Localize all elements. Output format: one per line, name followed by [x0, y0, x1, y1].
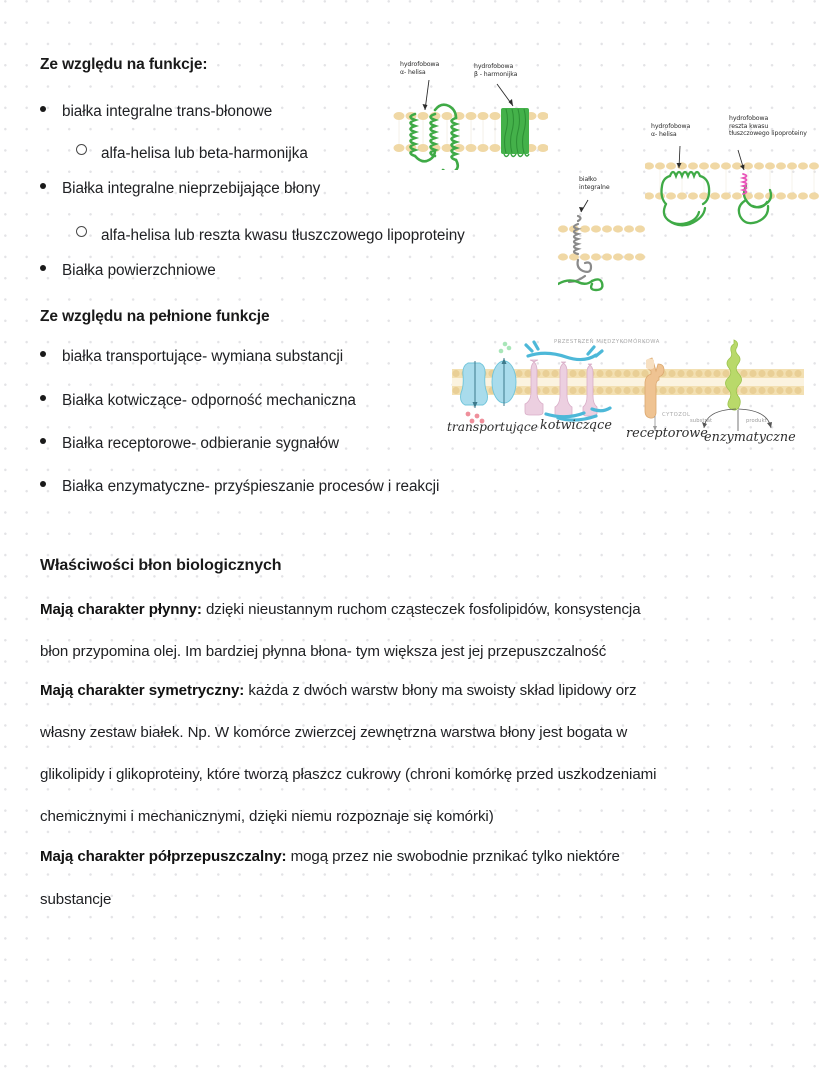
- bullet-disc-icon: [40, 106, 46, 112]
- beta-barrel: [501, 108, 529, 157]
- paragraph-line: substancje: [40, 891, 112, 908]
- paragraph-line: glikolipidy i glikoproteiny, które tworzą płaszcz cukrowy (chroni komórkę przed uszkodzeniami: [40, 766, 657, 783]
- bullet-disc-icon: [40, 438, 46, 444]
- label-przestrzen-miedzykomorkowa: PRZESTRZEŃ MIĘDZYKOMÓRKOWA: [554, 339, 660, 345]
- section-heading-funkcje: Ze względu na funkcje:: [40, 56, 208, 73]
- membrane-layer: [645, 162, 819, 199]
- paragraph-text: mogą przez nie swobodnie prznikać tylko niektóre: [286, 848, 620, 865]
- list-item: [40, 262, 216, 280]
- paragraph-line: [40, 601, 641, 618]
- list-item: [40, 348, 343, 366]
- paragraph-lead: Mają charakter symetryczny:: [40, 682, 245, 699]
- label-produkt: produkt: [746, 418, 767, 424]
- paragraph-line: chemicznymi i mechanicznymi, dzięki niemu rozpoznaje się komórki): [40, 808, 494, 825]
- list-item: [76, 145, 308, 163]
- paragraph-text: dzięki nieustannym ruchom cząsteczek fosfolipidów, konsystencja: [201, 601, 641, 618]
- label-hydrofobowa-helisa-right: hydrofobowa α- helisa: [651, 123, 691, 138]
- leader-line: [581, 200, 588, 212]
- bullet-disc-icon: [40, 183, 46, 189]
- list-item: [40, 435, 339, 453]
- list-item: [40, 478, 439, 496]
- bullet-disc-icon: [40, 395, 46, 401]
- transmembrane-protein-sketch: [393, 58, 548, 170]
- membrane-protein-functions-diagram: [446, 338, 810, 450]
- list-item-label: Białka integralne nieprzebijające błony: [62, 180, 321, 197]
- bullet-disc-icon: [40, 351, 46, 357]
- caption-receptorowe: receptorowe: [626, 426, 708, 441]
- label-bialko-integralne: białko integralne: [579, 176, 610, 191]
- list-item: [40, 103, 272, 121]
- paragraph-line: [40, 848, 620, 865]
- section-heading-wlasciwosci: Właściwości błon biologicznych: [40, 557, 282, 574]
- caption-enzymatyczne: enzymatyczne: [704, 430, 796, 445]
- bullet-disc-icon: [40, 265, 46, 271]
- right-protein-coil: [739, 186, 771, 223]
- paragraph-lead: Mają charakter półprzepuszczalny:: [40, 848, 287, 865]
- label-hydrofobowa-helisa: hydrofobowa α- helisa: [400, 61, 440, 76]
- label-substrat: substrat: [690, 418, 713, 424]
- list-item: [40, 392, 356, 410]
- green-surface-coil: [558, 279, 602, 290]
- list-item: [76, 227, 465, 245]
- list-item-label: białka transportujące- wymiana substancji: [62, 348, 344, 365]
- bullet-disc-icon: [40, 481, 46, 487]
- label-cytozol: CYTOZOL: [662, 412, 691, 418]
- list-item-label: Białka kotwiczące- odporność mechaniczna: [62, 392, 356, 409]
- non-penetrating-protein-sketch: [645, 112, 820, 230]
- label-hydrofobowa-harmonijka: hydrofobowa β - harmonijka: [474, 63, 518, 78]
- membrane-layer: [558, 225, 645, 260]
- list-item-label: alfa-helisa lub beta-harmonijka: [101, 145, 308, 162]
- caption-kotwiczace: kotwiczące: [540, 418, 612, 433]
- fatty-acid-anchor: [743, 174, 747, 194]
- label-reszta-kwasu-tluszczowego: hydrofobowa reszta kwasu tłuszczowego lipoproteiny: [729, 115, 807, 138]
- list-item-label: Białka powierzchniowe: [62, 262, 216, 279]
- list-item-label: białka integralne trans-błonowe: [62, 103, 273, 120]
- bullet-circle-icon: [76, 226, 87, 237]
- bullet-circle-icon: [76, 144, 87, 155]
- caption-transportujace: transportujące: [447, 420, 538, 434]
- list-item: [40, 180, 320, 198]
- paragraph-line: własny zestaw białek. Np. W komórce zwierzcej zewnętrzna warstwa błony jest bogata w: [40, 724, 628, 741]
- section-heading-pelnione-funkcje: Ze względu na pełnione funkcje: [40, 308, 270, 325]
- list-item-label: Białka receptorowe- odbieranie sygnałów: [62, 435, 339, 452]
- list-item-label: alfa-helisa lub reszta kwasu tłuszczowego lipoproteiny: [101, 227, 465, 244]
- paragraph-line: błon przypomina olej. Im bardziej płynna błona- tym większa jest jej przepuszczalność: [40, 643, 607, 660]
- paragraph-line: [40, 682, 636, 699]
- paragraph-text: każda z dwóch warstw błony ma swoisty skład lipidowy orz: [244, 682, 637, 699]
- paragraph-lead: Mają charakter płynny:: [40, 601, 202, 618]
- list-item-label: Białka enzymatyczne- przyśpieszanie procesów i reakcji: [62, 478, 440, 495]
